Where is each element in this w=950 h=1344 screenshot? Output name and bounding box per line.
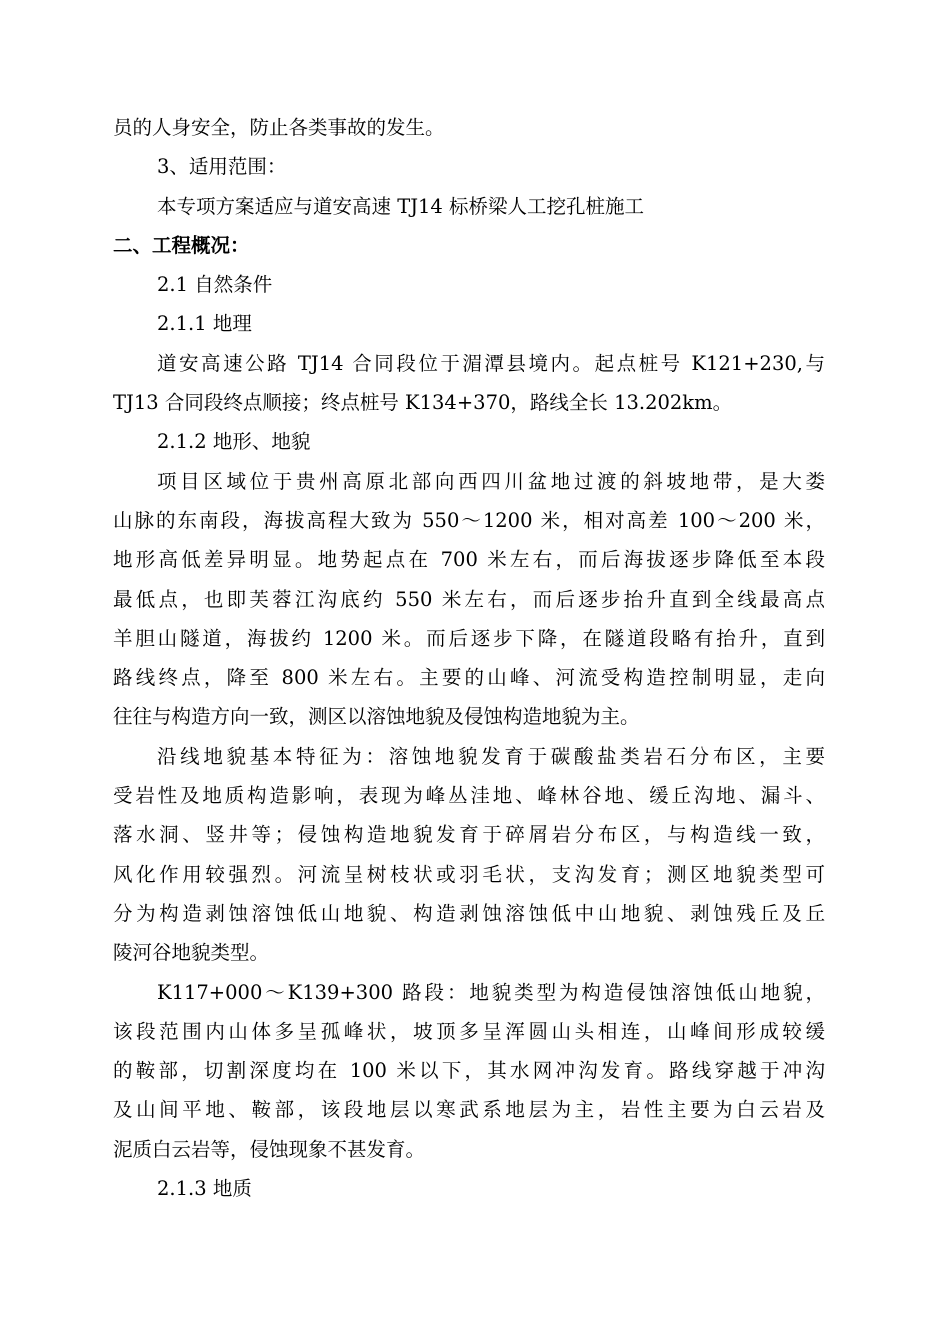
text-line: 落水洞、竖井等；侵蚀构造地貌发育于碎屑岩分布区，与构造线一致， [113,823,825,847]
text-line: 沿线地貌基本特征为：溶蚀地貌发育于碳酸盐类岩石分布区，主要 [157,744,825,768]
text-line: K117+000～K139+300 路段：地貌类型为构造侵蚀溶蚀低山地貌， [157,980,825,1004]
text-line: 路线终点，降至 800 米左右。主要的山峰、河流受构造控制明显，走向 [113,666,825,690]
text-line: 该段范围内山体多呈孤峰状，坡顶多呈浑圆山头相连，山峰间形成较缓 [113,1019,825,1043]
text-line: 及山间平地、鞍部，该段地层以寒武系地层为主，岩性主要为白云岩及 [113,1098,825,1122]
text-line: 泥质白云岩等，侵蚀现象不甚发育。 [113,1137,426,1161]
document-body [113,108,825,1208]
text-line: 陵河谷地貌类型。 [113,941,270,965]
text-line: 受岩性及地质构造影响，表现为峰丛洼地、峰林谷地、缓丘沟地、漏斗、 [113,784,825,808]
text-line: 项目区域位于贵州高原北部向西四川盆地过渡的斜坡地带，是大娄 [157,469,825,493]
text-line: 山脉的东南段，海拔高程大致为 550～1200 米，相对高差 100～200 米， [113,508,825,532]
text-line: 道安高速公路 TJ14 合同段位于湄潭县境内。起点桩号 K121+230,与 [157,351,825,375]
text-line: 地形高低差异明显。地势起点在 700 米左右，而后海拔逐步降低至本段 [113,548,825,572]
text-line: 往往与构造方向一致，测区以溶蚀地貌及侵蚀构造地貌为主。 [113,705,640,729]
text-line: 2.1 自然条件 [157,273,273,297]
text-line: 羊胆山隧道，海拔约 1200 米。而后逐步下降，在隧道段略有抬升，直到 [113,626,825,650]
text-line: 员的人身安全，防止各类事故的发生。 [113,116,445,139]
text-line: TJ13 合同段终点顺接；终点桩号 K134+370，路线全长 13.202km。 [113,391,733,415]
text-line: 风化作用较强烈。河流呈树枝状或羽毛状，支沟发育；测区地貌类型可 [113,862,825,886]
text-line: 3、适用范围： [157,155,287,179]
text-line: 2.1.3 地质 [157,1177,252,1201]
text-line: 最低点，也即芙蓉江沟底约 550 米左右，而后逐步抬升直到全线最高点 [113,587,825,611]
text-line: 本专项方案适应与道安高速 TJ14 标桥梁人工挖孔桩施工 [157,194,645,218]
text-line: 2.1.2 地形、地貌 [157,430,311,454]
text-line: 的鞍部，切割深度均在 100 米以下，其水网冲沟发育。路线穿越于冲沟 [113,1059,825,1083]
text-line: 2.1.1 地理 [157,312,252,336]
section-heading: 二、工程概况： [113,233,250,257]
text-line: 分为构造剥蚀溶蚀低山地貌、构造剥蚀溶蚀低中山地貌、剥蚀残丘及丘 [113,901,825,925]
